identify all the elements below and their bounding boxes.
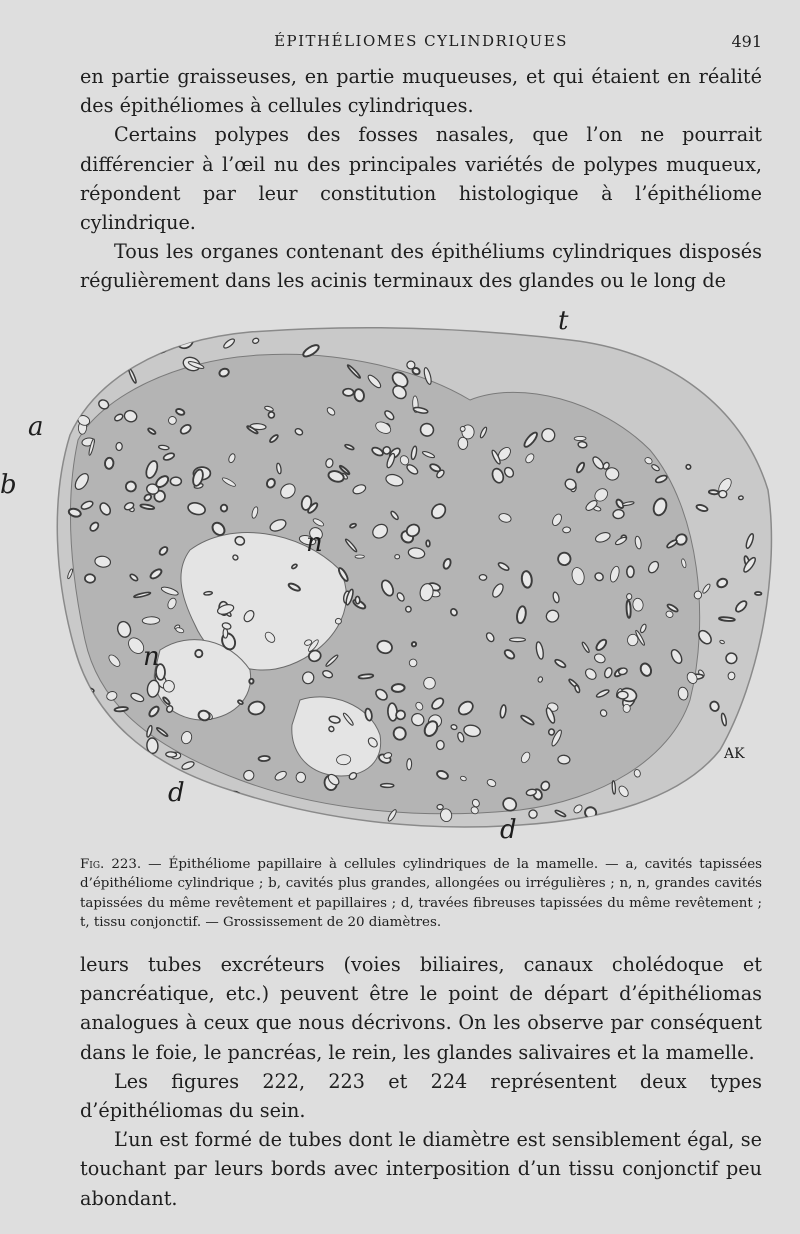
paragraph: L’un est formé de tubes dont le diamètre est sensiblement égal, se touchant par leurs bords avec interposition d’un tissu conjonctif peu abondant. — [80, 1128, 762, 1210]
paragraph: leurs tubes excréteurs (voies biliaires, canaux cholédoque et pancréatique, etc.) peuvent être le point de départ d’épithéliomas analogues à ceux que nous décrivons. On les observe par conséquent dans le foie, le pancréas, le rein, les glandes salivaires et la mamelle. — [80, 953, 762, 1064]
page-number: 491 — [731, 32, 762, 51]
gland-cavity — [623, 704, 630, 712]
gland-cavity — [617, 691, 628, 699]
gland-cavity — [719, 617, 735, 622]
gland-cavity — [711, 800, 718, 811]
label-n-upper: n — [306, 528, 323, 558]
gland-cavity — [166, 752, 177, 758]
gland-cavity — [148, 772, 160, 786]
page-header — [80, 30, 762, 54]
paragraph: Certains polypes des fosses nasales, que l’on ne pourrait différencier à l’œil nu des principales variétés de polypes muqueux, répondent par leur constitution histologique à l’épithéliome cylindrique. — [80, 123, 762, 235]
gland-cavity — [392, 684, 405, 693]
gland-cavity — [734, 765, 742, 774]
gland-cavity — [176, 808, 187, 821]
gland-cavity — [728, 672, 736, 680]
label-n-lower: n — [143, 642, 160, 672]
gland-cavity — [381, 783, 394, 787]
artist-monogram: AK — [724, 746, 745, 762]
gland-cavity — [747, 782, 761, 796]
gland-cavity — [578, 441, 587, 448]
gland-cavity — [755, 592, 762, 595]
gland-cavity — [67, 736, 75, 744]
figure-caption — [80, 855, 762, 933]
gland-cavity — [355, 555, 364, 558]
gland-cavity — [548, 728, 555, 735]
gland-cavity — [195, 650, 202, 657]
gland-cavity — [411, 641, 417, 647]
gland-cavity — [296, 772, 306, 783]
gland-cavity — [85, 574, 96, 583]
gland-cavity — [104, 355, 117, 369]
gland-cavity — [479, 574, 487, 580]
paragraph: Tous les organes contenant des épithéliums cylindriques disposés régulièrement dans les acinis terminaux des glandes ou le long de — [80, 240, 762, 293]
gland-cavity — [109, 362, 121, 374]
gland-cavity — [405, 606, 411, 612]
gland-cavity — [221, 505, 228, 512]
caption-text: — Épithéliome papillaire à cellules cylindriques de la mamelle. — a, cavités tapissées d’épithéliome cylindrique ; b, cavités plus grandes, allongées ou irrégulières ; n, n, grandes cavités tapissées du même revêtement et papillaires ; d, travées fibreuses tapissées du même revêtement ; t, tissu conjonctif. — Grossissement de 20 diamètres. — [80, 857, 762, 931]
gland-cavity — [89, 347, 104, 367]
gland-cavity — [170, 477, 181, 485]
bottom-text-block — [80, 950, 762, 1213]
gland-cavity — [725, 652, 737, 664]
gland-cavity — [626, 600, 631, 618]
gland-cavity — [558, 755, 571, 764]
gland-cavity — [626, 594, 631, 600]
gland-cavity — [142, 616, 160, 624]
top-text-block — [80, 62, 762, 296]
gland-cavity — [717, 767, 728, 780]
gland-cavity — [627, 566, 634, 577]
gland-cavity — [437, 804, 443, 809]
gland-cavity — [426, 540, 430, 547]
paragraph: Les figures 222, 223 et 224 représentent deux types d’épithéliomas du sein. — [80, 1069, 762, 1123]
gland-cavity — [118, 755, 131, 769]
gland-cavity — [436, 740, 444, 749]
figure-number: Fig. 223. — [80, 857, 142, 872]
gland-cavity — [612, 781, 616, 795]
gland-cavity — [84, 734, 102, 745]
gland-cavity — [191, 787, 201, 804]
gland-cavity — [249, 679, 253, 684]
gland-cavity — [119, 342, 135, 358]
gland-cavity — [76, 369, 88, 382]
running-title: ÉPITHÉLIOMES CYLINDRIQUES — [274, 32, 568, 50]
gland-cavity — [719, 490, 727, 497]
gland-cavity — [114, 707, 128, 712]
gland-cavity — [123, 345, 142, 355]
gland-cavity — [395, 555, 400, 559]
paragraph: en partie graisseuses, en partie muqueuses, et qui étaient en réalité des épithéliomes à cellules cylindriques. — [80, 65, 762, 118]
gland-cavity — [139, 778, 153, 792]
gland-cavity — [86, 792, 104, 807]
gland-cavity — [709, 490, 719, 495]
gland-cavity — [105, 457, 114, 469]
gland-cavity — [387, 703, 397, 721]
gland-cavity — [335, 618, 341, 624]
gland-cavity — [355, 596, 360, 604]
gland-cavity — [97, 709, 103, 727]
gland-cavity — [613, 509, 625, 519]
label-b: b — [0, 470, 17, 500]
label-d-left: d — [168, 778, 185, 808]
gland-cavity — [73, 347, 87, 361]
histology-illustration — [0, 320, 800, 840]
gland-cavity — [563, 527, 571, 533]
figure-223 — [0, 306, 800, 845]
label-t: t — [558, 306, 569, 336]
gland-cavity — [510, 638, 526, 642]
gland-cavity — [574, 436, 586, 440]
gland-cavity — [343, 389, 354, 397]
gland-cavity — [407, 759, 412, 770]
gland-cavity — [116, 442, 122, 450]
label-a: a — [28, 412, 44, 442]
gland-cavity — [738, 496, 743, 500]
gland-cavity — [88, 350, 109, 370]
gland-cavity — [258, 756, 269, 762]
gland-cavity — [204, 591, 213, 595]
gland-cavity — [125, 481, 136, 492]
label-d-bottom: d — [500, 815, 517, 845]
gland-cavity — [132, 773, 148, 792]
